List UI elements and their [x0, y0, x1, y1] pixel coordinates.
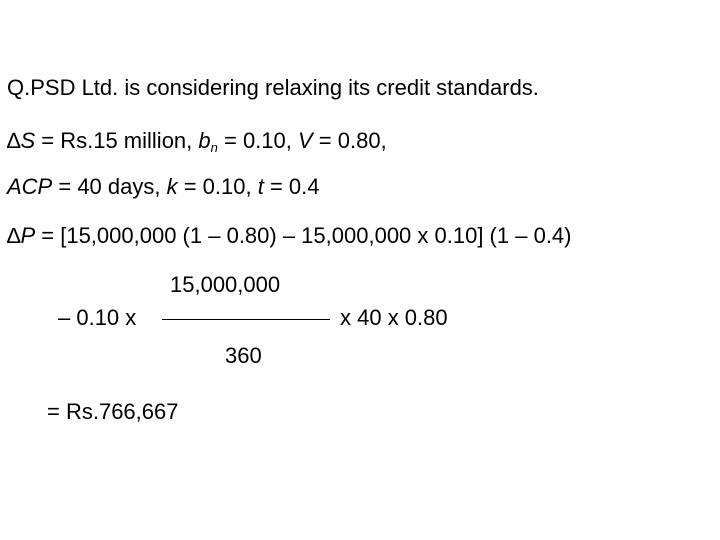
fraction-suffix: x 40 x 0.80	[340, 305, 448, 330]
var-acp: ACP	[7, 174, 53, 199]
t-value: = 0.4	[263, 174, 320, 199]
fraction-denominator: 360	[225, 343, 262, 368]
fraction-bar	[162, 319, 330, 320]
fraction-prefix: – 0.10 x	[58, 305, 137, 330]
result-text: = Rs.766,667	[47, 399, 179, 424]
acp-value: = 40 days,	[52, 174, 167, 199]
var-p: P	[20, 223, 36, 248]
var-t: t	[257, 174, 264, 199]
fraction-numerator: 15,000,000	[170, 272, 281, 297]
var-s: S	[20, 128, 36, 153]
delta-symbol: ∆	[7, 223, 21, 248]
var-b-subscript: n	[210, 140, 218, 155]
var-k: k	[166, 174, 178, 199]
givens-line-1	[7, 130, 387, 154]
question-text: Q.PSD Ltd. is considering relaxing its credit standards.	[7, 75, 539, 100]
k-value: = 0.10,	[177, 174, 258, 199]
b-value: = 0.10,	[217, 128, 298, 153]
v-value: = 0.80,	[312, 128, 387, 153]
formula-expression: = [15,000,000 (1 – 0.80) – 15,000,000 x 0.10] (1 – 0.4)	[35, 223, 572, 248]
profit-formula	[7, 225, 572, 247]
delta-symbol: ∆	[7, 128, 21, 153]
var-b: b	[198, 128, 211, 153]
var-v: V	[298, 128, 313, 153]
givens-line-2	[7, 176, 320, 198]
s-value: = Rs.15 million,	[35, 128, 199, 153]
